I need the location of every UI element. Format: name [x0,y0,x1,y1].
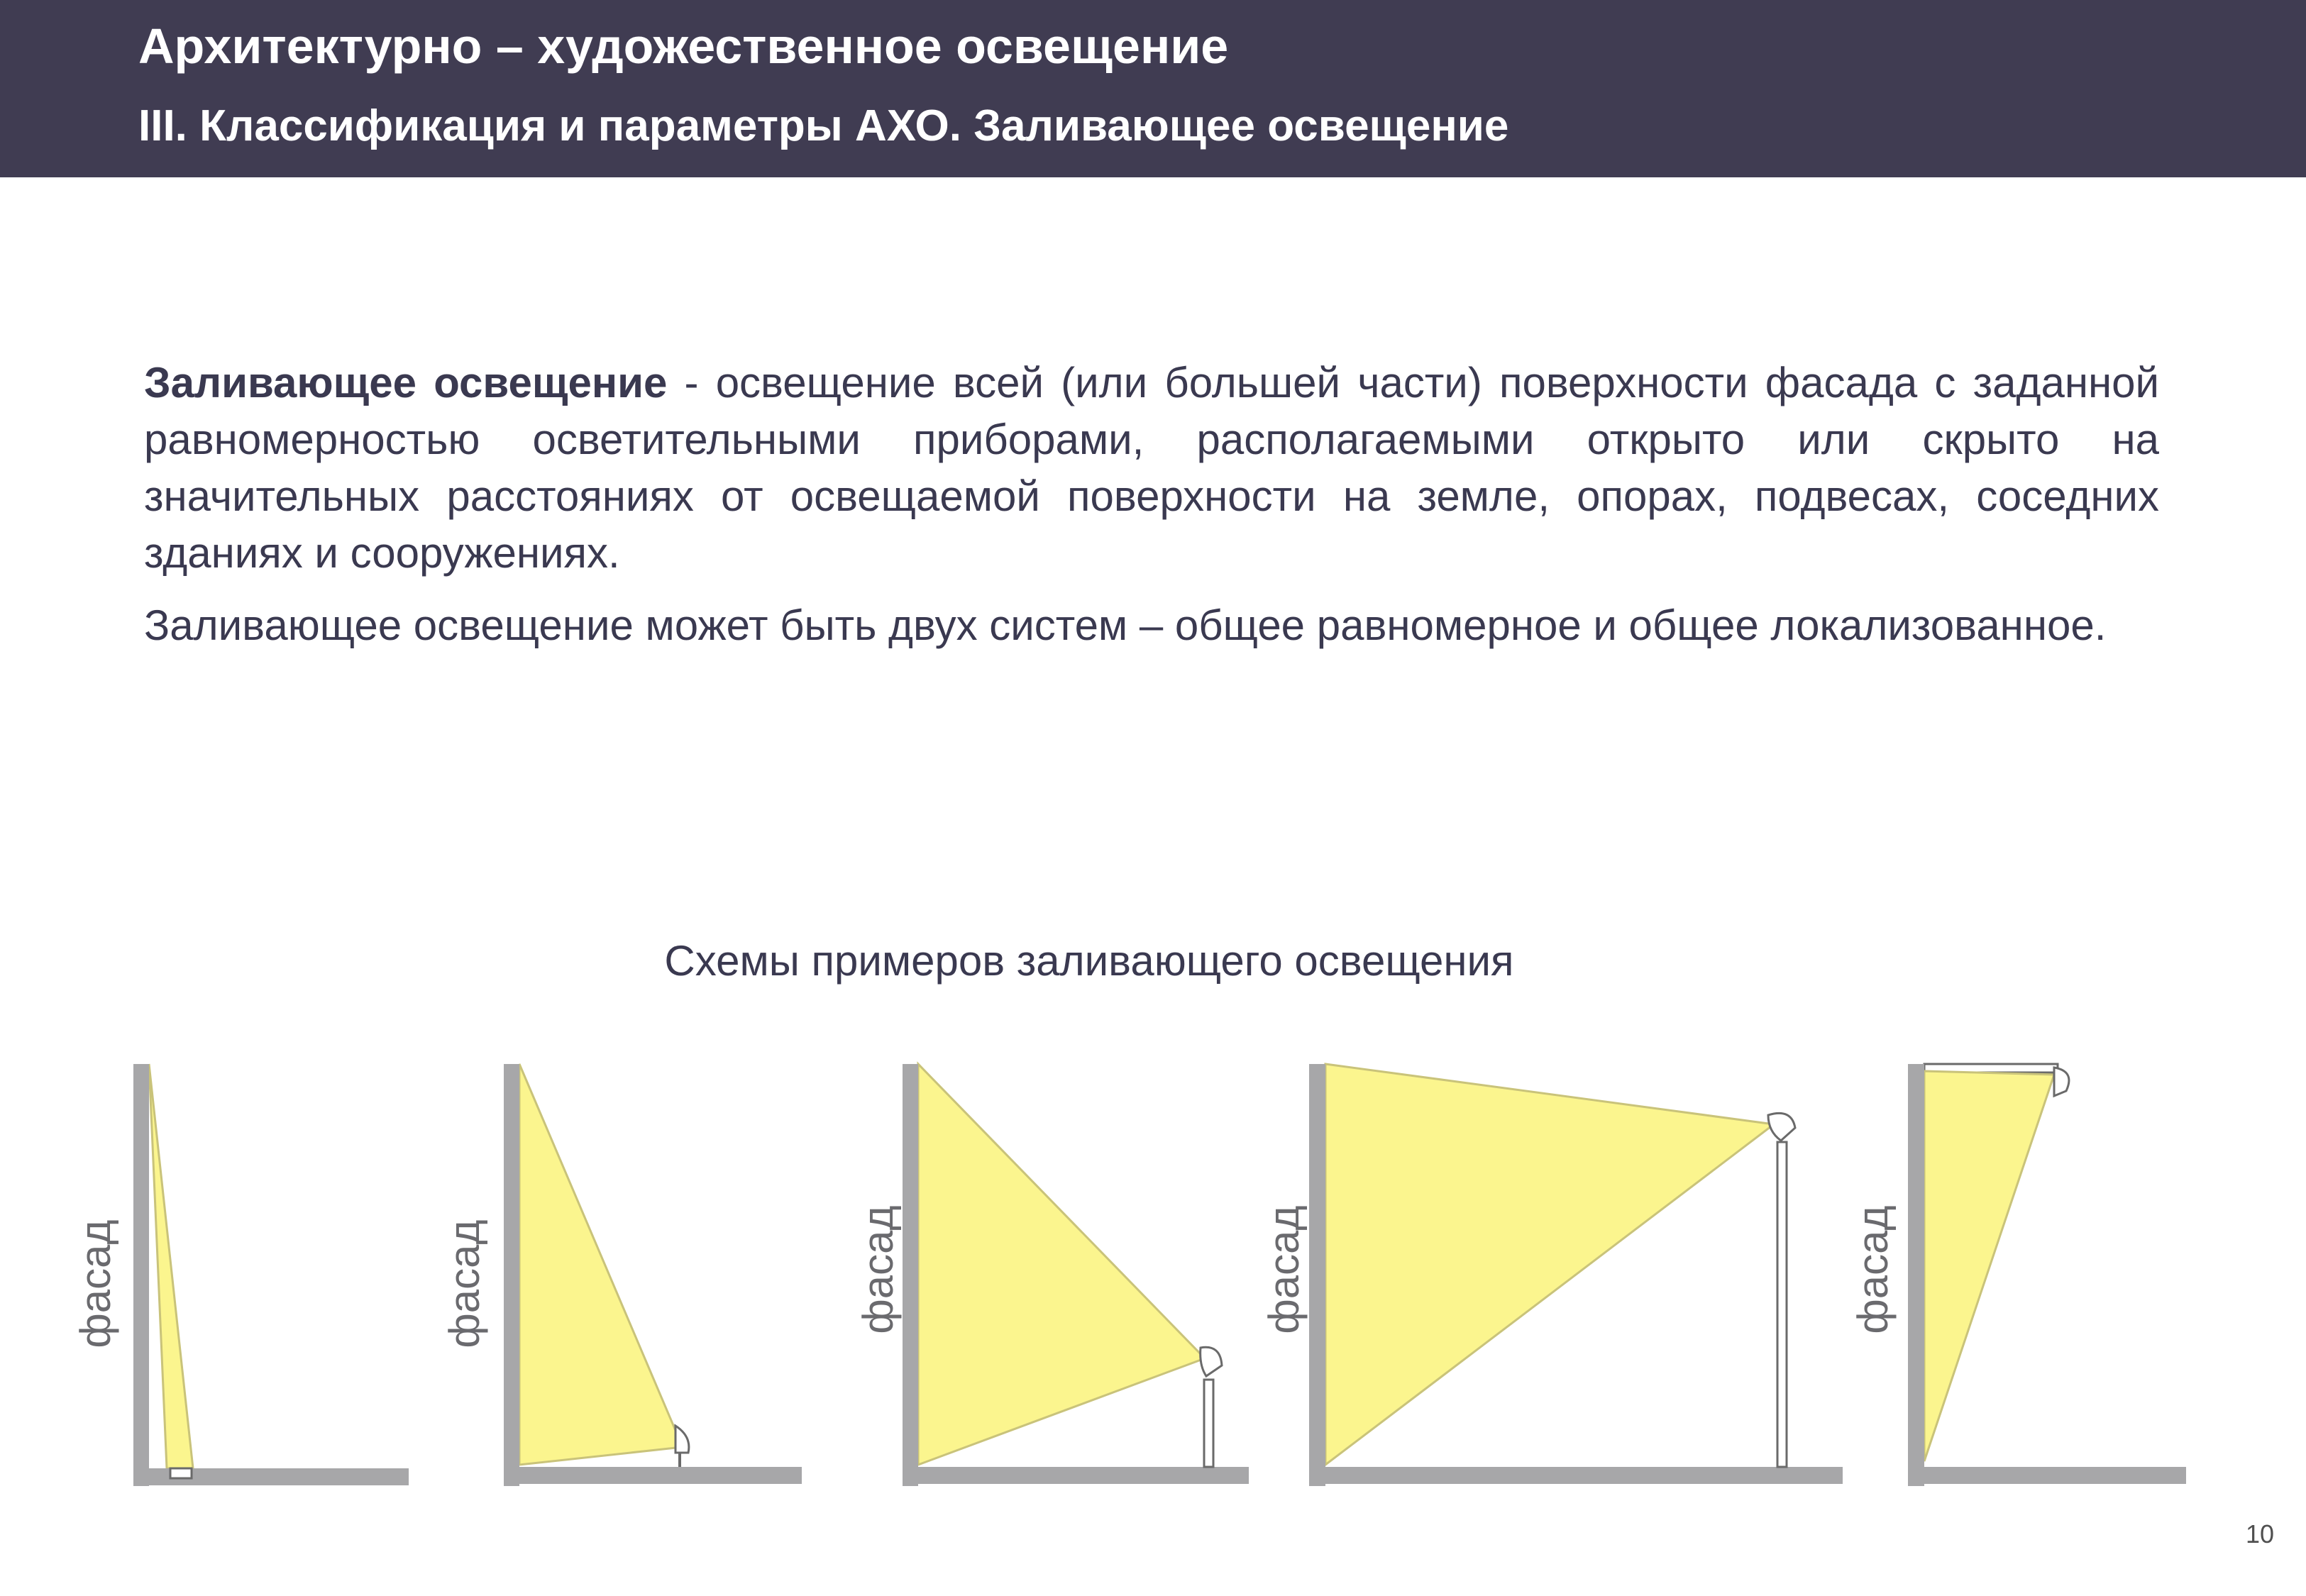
light-beam [149,1064,193,1468]
light-beam [519,1064,683,1465]
light-pole [1777,1142,1787,1467]
facade-wall [903,1064,918,1486]
wall-fixture [2054,1068,2069,1096]
systems-paragraph: Заливающее освещение может быть двух систем – общее равномерное и общее локализованное. [144,602,2107,649]
diagram-5 [1849,1064,2186,1486]
definition-term: Заливающее освещение [144,359,668,406]
slide-title: Архитектурно – художественное освещение [138,18,1229,74]
facade-wall [1908,1064,1924,1486]
light-beam [1924,1071,2054,1461]
diagram-2 [441,1064,802,1486]
pole-fixture [1201,1347,1222,1376]
slide-subtitle: III. Классификация и параметры АХО. Заливающее освещение [138,101,1509,150]
light-beam [918,1064,1205,1465]
ground-fixture [170,1468,192,1478]
facade-wall [1309,1064,1325,1486]
facade-label: фасад [854,1205,902,1334]
ground-fixture [675,1426,689,1453]
pole-fixture [1768,1113,1795,1141]
facade-label: фасад [72,1219,119,1348]
facade-label: фасад [441,1219,488,1348]
ground [1309,1467,1843,1484]
diagrams-caption: Схемы примеров заливающего освещения [664,937,1514,985]
facade-wall [133,1064,149,1486]
facade-label: фасад [1849,1205,1897,1334]
facade-wall [504,1064,519,1486]
definition-text: - освещение всей (или большей части) поверхности фасада с заданной равномерностью осветительными приборами, располагаемыми открыто или скрыто на значительных расстояниях от освещаемой поверхности на земле, опорах, подвесах, соседних зданиях и сооружениях. [144,359,2159,577]
ground [504,1467,802,1484]
diagram-4 [1260,1064,1843,1486]
ground [1908,1467,2186,1484]
light-pole [1204,1380,1213,1467]
ground [903,1467,1249,1484]
diagram-1 [72,1064,409,1486]
diagram-3 [854,1064,1249,1486]
page-number: 10 [2245,1519,2274,1548]
facade-label: фасад [1260,1205,1308,1334]
light-beam [1325,1064,1774,1465]
